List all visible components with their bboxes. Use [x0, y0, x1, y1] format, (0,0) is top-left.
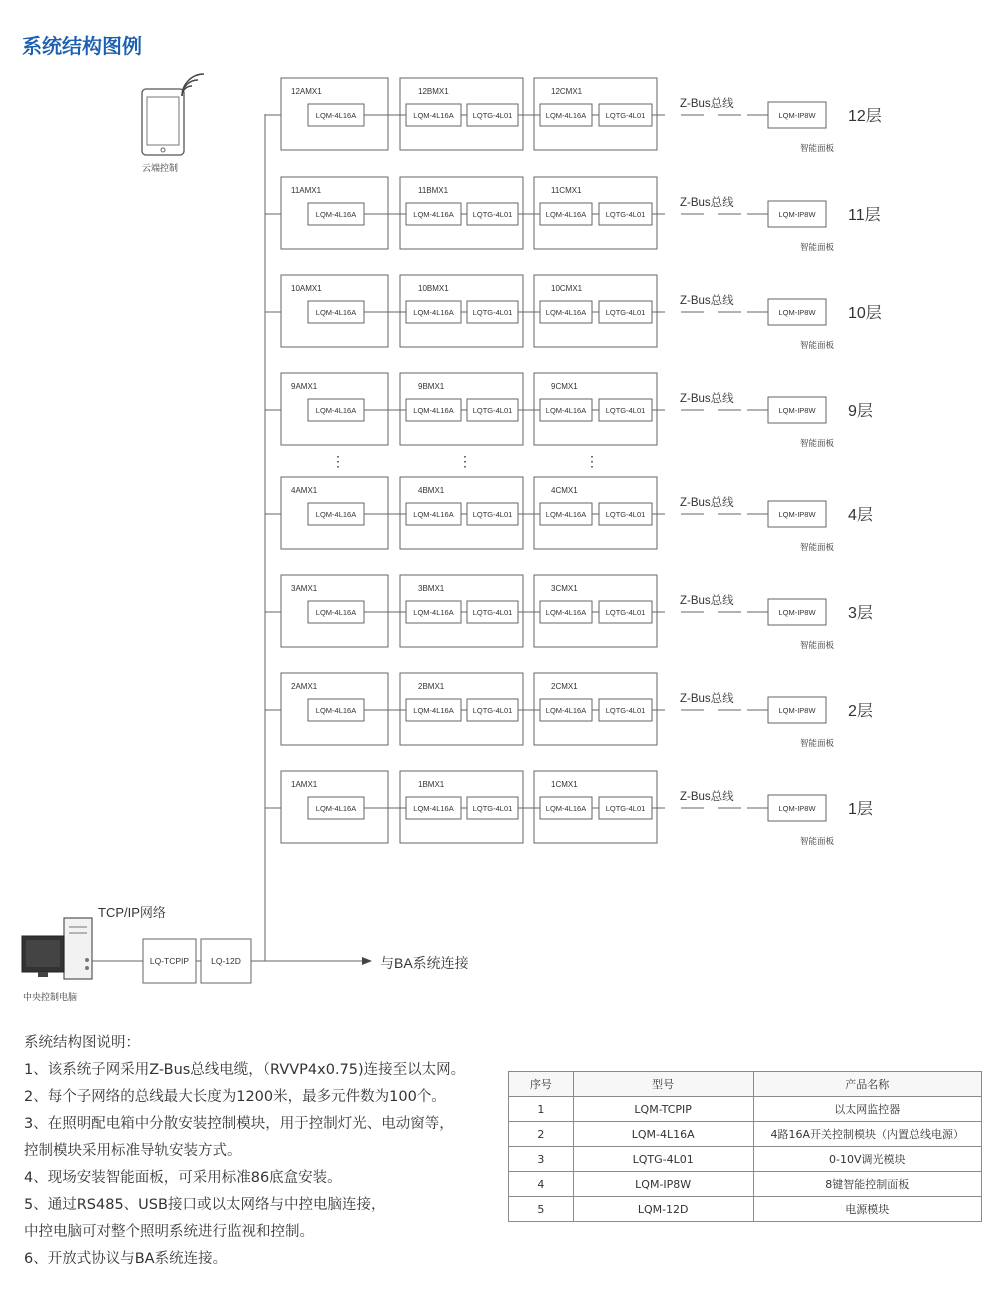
module-a1-label: LQM-4L16A — [315, 608, 357, 617]
smart-panel-label: LQM-IP8W — [778, 406, 816, 415]
module-b1-label: LQM-4L16A — [413, 210, 454, 219]
cloud-control-label: 云端控制 — [142, 163, 179, 173]
table-header-name: 产品名称 — [753, 1072, 982, 1097]
cabinet-a-label: 11AMX1 — [291, 186, 322, 195]
cabinet-c-label: 12CMX1 — [551, 87, 583, 96]
table-cell: LQTG-4L01 — [573, 1147, 753, 1172]
table-cell: 电源模块 — [753, 1197, 982, 1222]
smart-panel-caption: 智能面板 — [800, 340, 835, 350]
smart-panel-caption: 智能面板 — [800, 438, 835, 448]
module-b2-label: LQTG-4L01 — [472, 510, 513, 519]
module-b1-label: LQM-4L16A — [413, 406, 454, 415]
table-cell: 4 — [509, 1172, 574, 1197]
notes-section — [24, 1030, 465, 1273]
floor-label: 3层 — [848, 605, 873, 622]
note-line-1: 1、该系统子网采用Z-Bus总线电缆，（RVVP4x0.75)连接至以太网。 — [24, 1062, 466, 1078]
smart-panel-caption: 智能面板 — [800, 836, 835, 846]
module-b2-label: LQTG-4L01 — [472, 308, 513, 317]
module-c2-label: LQTG-4L01 — [605, 308, 646, 317]
module-c2-label: LQTG-4L01 — [605, 706, 646, 715]
module-b2-label: LQTG-4L01 — [472, 210, 513, 219]
zbus-label: Z-Bus总线 — [680, 595, 734, 607]
notes-title: 系统结构图说明： — [24, 1035, 140, 1051]
smart-panel-label: LQM-IP8W — [778, 111, 816, 120]
module-a1-label: LQM-4L16A — [315, 510, 357, 519]
cabinet-c-label: 10CMX1 — [551, 284, 583, 293]
module-b1-label: LQM-4L16A — [413, 510, 454, 519]
module-b2-label: LQTG-4L01 — [472, 804, 513, 813]
phone-icon — [142, 89, 184, 155]
module-a1-label: LQM-4L16A — [315, 308, 357, 317]
note-line-8: 6、开放式协议与BA系统连接。 — [24, 1251, 228, 1267]
floor-label: 9层 — [848, 403, 873, 420]
cabinet-b-label: 12BMX1 — [418, 87, 449, 96]
cabinet-c-label: 11CMX1 — [551, 186, 582, 195]
smart-panel-label: LQM-IP8W — [778, 608, 816, 617]
page-title: 系统结构图例 — [22, 34, 142, 58]
module-c2-label: LQTG-4L01 — [605, 804, 646, 813]
zbus-label: Z-Bus总线 — [680, 693, 734, 705]
floor-label: 2层 — [848, 703, 873, 720]
smart-panel-label: LQM-IP8W — [778, 210, 816, 219]
module-b1-label: LQM-4L16A — [413, 308, 454, 317]
floor-row — [265, 673, 873, 748]
floor-label: 10层 — [848, 305, 882, 322]
module-c1-label: LQM-4L16A — [545, 510, 587, 519]
tcpip-box-label: LQ-TCPIP — [149, 956, 190, 966]
module-c1-label: LQM-4L16A — [545, 608, 587, 617]
floor-label: 11层 — [848, 207, 881, 224]
ba-link-label: 与BA系统连接 — [380, 955, 469, 971]
table-header-no: 序号 — [509, 1072, 574, 1097]
computer-tower-icon — [64, 918, 92, 979]
floor-row — [265, 477, 873, 552]
power-box-label: LQ-12D — [211, 956, 241, 966]
floor-row — [265, 78, 882, 153]
cabinet-a-label: 1AMX1 — [291, 780, 318, 789]
module-c1-label: LQM-4L16A — [545, 308, 587, 317]
ba-link-arrow — [362, 957, 372, 965]
smart-panel-caption: 智能面板 — [800, 640, 835, 650]
cabinet-b-label: 9BMX1 — [418, 382, 445, 391]
module-b1-label: LQM-4L16A — [413, 706, 454, 715]
table-cell: 3 — [509, 1147, 574, 1172]
cabinet-b-label: 3BMX1 — [418, 584, 445, 593]
zbus-label: Z-Bus总线 — [680, 497, 734, 509]
floor-row — [265, 275, 882, 350]
cabinet-a-label: 9AMX1 — [291, 382, 318, 391]
module-a1-label: LQM-4L16A — [315, 706, 357, 715]
computer-label: 中央控制电脑 — [23, 992, 78, 1002]
module-b1-label: LQM-4L16A — [413, 804, 454, 813]
ellipsis-b: ⋮ — [458, 453, 472, 469]
smart-panel-caption: 智能面板 — [800, 143, 835, 153]
module-c2-label: LQTG-4L01 — [605, 210, 646, 219]
table-cell: 1 — [509, 1097, 574, 1122]
module-c2-label: LQTG-4L01 — [605, 510, 646, 519]
product-table — [508, 1071, 982, 1222]
module-b2-label: LQTG-4L01 — [472, 706, 513, 715]
note-line-4: 控制模块采用标准导轨安装方式。 — [24, 1143, 242, 1159]
smart-panel-caption: 智能面板 — [800, 242, 835, 252]
module-c1-label: LQM-4L16A — [545, 706, 587, 715]
module-c1-label: LQM-4L16A — [545, 111, 587, 120]
table-cell: LQM-4L16A — [573, 1122, 753, 1147]
note-line-2: 2、每个子网络的总线最大长度为1200米，最多元件数为100个。 — [24, 1089, 446, 1105]
cabinet-c-label: 2CMX1 — [551, 682, 578, 691]
module-b2-label: LQTG-4L01 — [472, 111, 513, 120]
cabinet-c-label: 3CMX1 — [551, 584, 578, 593]
table-header-row — [509, 1072, 982, 1097]
cabinet-a-label: 12AMX1 — [291, 87, 322, 96]
module-b1-label: LQM-4L16A — [413, 608, 454, 617]
table-cell: 4路16A开关控制模块（内置总线电源） — [753, 1122, 982, 1147]
table-row — [509, 1122, 982, 1147]
table-cell: LQM-IP8W — [573, 1172, 753, 1197]
cabinet-c-label: 1CMX1 — [551, 780, 578, 789]
floor-row — [265, 177, 881, 252]
module-c1-label: LQM-4L16A — [545, 210, 587, 219]
zbus-label: Z-Bus总线 — [680, 791, 734, 803]
table-cell: 2 — [509, 1122, 574, 1147]
module-a1-label: LQM-4L16A — [315, 210, 357, 219]
smart-panel-caption: 智能面板 — [800, 738, 835, 748]
floor-label: 4层 — [848, 507, 873, 524]
floor-label: 12层 — [848, 108, 882, 125]
table-header-model: 型号 — [573, 1072, 753, 1097]
table-cell: 以太网监控器 — [753, 1097, 982, 1122]
floor-row — [265, 771, 873, 846]
table-row — [509, 1147, 982, 1172]
table-cell: LQM-12D — [573, 1197, 753, 1222]
smart-panel-label: LQM-IP8W — [778, 706, 816, 715]
table-row — [509, 1172, 982, 1197]
note-line-6: 5、通过RS485、USB接口或以太网络与中控电脑连接， — [24, 1197, 386, 1213]
table-row — [509, 1197, 982, 1222]
smart-panel-caption: 智能面板 — [800, 542, 835, 552]
cabinet-a-label: 2AMX1 — [291, 682, 318, 691]
module-c1-label: LQM-4L16A — [545, 406, 587, 415]
cabinet-a-label: 3AMX1 — [291, 584, 318, 593]
smart-panel-label: LQM-IP8W — [778, 308, 816, 317]
table-row — [509, 1097, 982, 1122]
module-a1-label: LQM-4L16A — [315, 111, 357, 120]
cabinet-b-label: 1BMX1 — [418, 780, 445, 789]
cabinet-a-label: 4AMX1 — [291, 486, 318, 495]
cabinet-b-label: 10BMX1 — [418, 284, 449, 293]
module-b2-label: LQTG-4L01 — [472, 608, 513, 617]
module-b2-label: LQTG-4L01 — [472, 406, 513, 415]
floor-label: 1层 — [848, 801, 873, 818]
floor-row — [265, 373, 873, 448]
ellipsis-a: ⋮ — [331, 453, 345, 469]
module-a1-label: LQM-4L16A — [315, 406, 357, 415]
table-cell: LQM-TCPIP — [573, 1097, 753, 1122]
module-c2-label: LQTG-4L01 — [605, 406, 646, 415]
note-line-3: 3、在照明配电箱中分散安装控制模块，用于控制灯光、电动窗等， — [24, 1116, 454, 1132]
table-cell: 5 — [509, 1197, 574, 1222]
module-c1-label: LQM-4L16A — [545, 804, 587, 813]
cabinet-c-label: 4CMX1 — [551, 486, 578, 495]
table-cell: 0-10V调光模块 — [753, 1147, 982, 1172]
zbus-label: Z-Bus总线 — [680, 98, 734, 110]
cabinet-a-label: 10AMX1 — [291, 284, 322, 293]
smart-panel-label: LQM-IP8W — [778, 804, 816, 813]
note-line-5: 4、现场安装智能面板，可采用标准86底盒安装。 — [24, 1170, 342, 1186]
module-a1-label: LQM-4L16A — [315, 804, 357, 813]
module-c2-label: LQTG-4L01 — [605, 608, 646, 617]
cabinet-b-label: 4BMX1 — [418, 486, 445, 495]
zbus-label: Z-Bus总线 — [680, 393, 734, 405]
module-c2-label: LQTG-4L01 — [605, 111, 646, 120]
table-cell: 8键智能控制面板 — [753, 1172, 982, 1197]
zbus-label: Z-Bus总线 — [680, 295, 734, 307]
smart-panel-label: LQM-IP8W — [778, 510, 816, 519]
cabinet-b-label: 2BMX1 — [418, 682, 445, 691]
floor-row — [265, 575, 873, 650]
ellipsis-c: ⋮ — [585, 453, 599, 469]
floor-rows — [265, 78, 882, 846]
monitor-icon — [22, 936, 64, 977]
network-label: TCP/IP网络 — [98, 905, 166, 920]
zbus-label: Z-Bus总线 — [680, 197, 734, 209]
cabinet-c-label: 9CMX1 — [551, 382, 578, 391]
module-b1-label: LQM-4L16A — [413, 111, 454, 120]
wireless-signal-icon — [182, 74, 204, 96]
cabinet-b-label: 11BMX1 — [418, 186, 449, 195]
note-line-7: 中控电脑可对整个照明系统进行监视和控制。 — [24, 1224, 314, 1240]
